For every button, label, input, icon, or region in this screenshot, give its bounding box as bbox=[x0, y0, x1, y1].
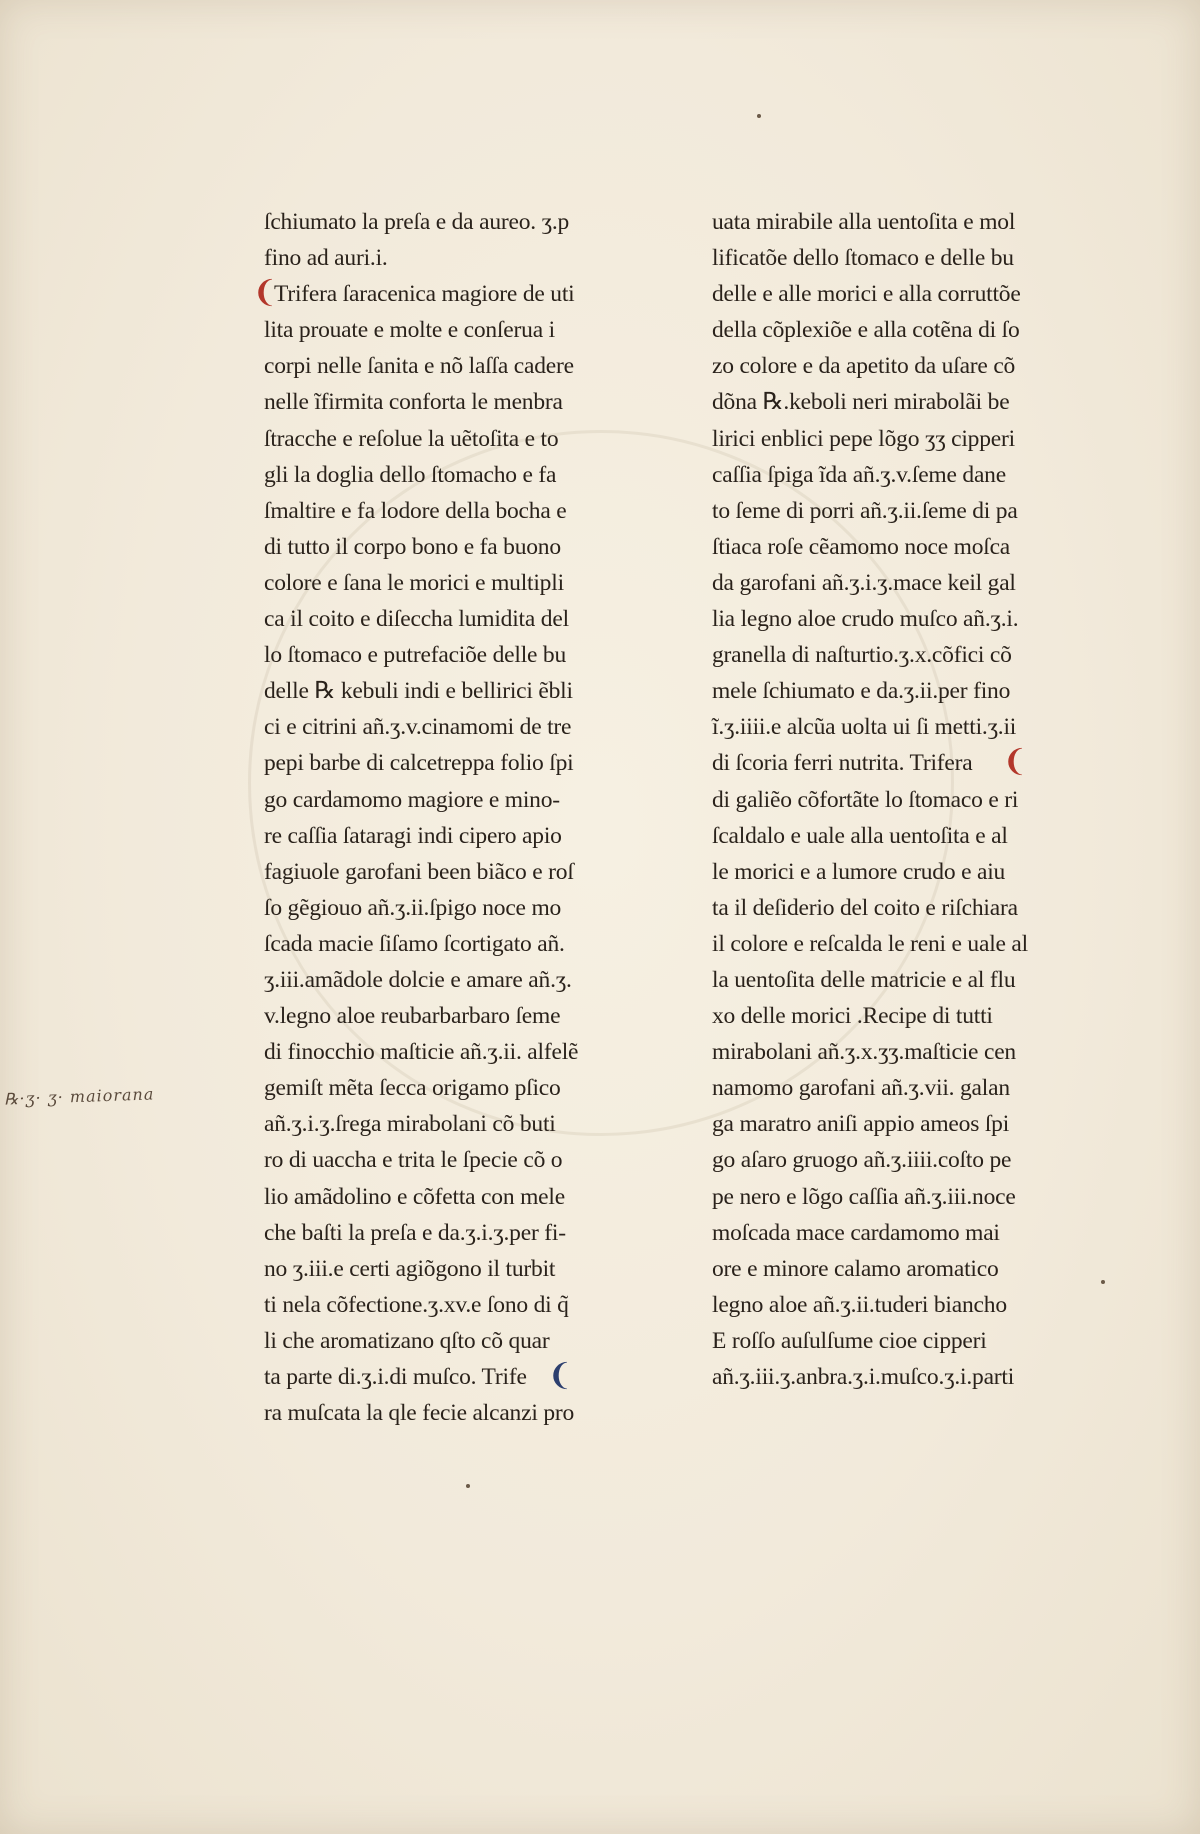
text-line: ſcaldalo e uale alla uentoſita e al bbox=[712, 822, 1008, 849]
text-line: añ.ʒ.i.ʒ.ſrega mirabolani cõ buti bbox=[264, 1111, 556, 1138]
text-line: no ʒ.iii.e certi agiõgono il turbit bbox=[264, 1255, 556, 1282]
text-line: di finocchio maſticie añ.ʒ.ii. alfelẽ bbox=[264, 1039, 579, 1066]
text-line: E roſſo auſulſume cioe cipperi bbox=[712, 1327, 987, 1354]
text-line: go cardamomo magiore e mino- bbox=[264, 786, 560, 813]
text-line: ſchiumato la preſa e da aureo. ʒ.p bbox=[264, 209, 570, 235]
text-line: colore e ſana le morici e multipli bbox=[264, 569, 564, 596]
text-line: ſtiaca roſe cẽamomo noce moſca bbox=[712, 533, 1011, 560]
text-line: ta parte di.ʒ.i.di muſco. Trife bbox=[264, 1364, 527, 1390]
text-line: ro di uaccha e trita le ſpecie cõ o bbox=[264, 1147, 563, 1174]
text-line: lo ſtomaco e putrefaciõe delle bu bbox=[264, 642, 567, 669]
text-line: ʒ.iii.amãdole dolcie e amare añ.ʒ. bbox=[264, 966, 572, 993]
text-line: la uentoſita delle matricie e al flu bbox=[712, 966, 1016, 993]
text-line: ci e citrini añ.ʒ.v.cinamomi de tre bbox=[264, 714, 572, 741]
text-line: ſtracche e reſolue la uẽtoſita e to bbox=[264, 425, 559, 452]
paper-speck bbox=[757, 114, 761, 118]
text-line: ga maratro aniſi appio ameos ſpi bbox=[712, 1111, 1010, 1138]
text-line: to ſeme di porri añ.ʒ.ii.ſeme di pa bbox=[712, 497, 1018, 524]
text-line: legno aloe añ.ʒ.ii.tuderi biancho bbox=[712, 1291, 1007, 1318]
text-line: ca il coito e diſeccha lumidita del bbox=[264, 606, 569, 633]
handwritten-marginal-note: ℞·ʒ· ʒ· maiorana bbox=[3, 1084, 155, 1109]
right-text-column bbox=[712, 204, 1112, 1395]
text-line: lirici enblici pepe lõgo ʒʒ cipperi bbox=[712, 425, 1015, 452]
text-line: gli la doglia dello ſtomacho e fa bbox=[264, 461, 557, 488]
text-line: mele ſchiumato e da.ʒ.ii.per fino bbox=[712, 678, 1011, 705]
paper-speck bbox=[466, 1484, 470, 1488]
text-line: pepi barbe di calcetreppa folio ſpi bbox=[264, 750, 574, 777]
text-line: namomo garofani añ.ʒ.vii. galan bbox=[712, 1075, 1010, 1102]
text-line: añ.ʒ.iii.ʒ.anbra.ʒ.i.muſco.ʒ.i.parti bbox=[712, 1364, 1015, 1390]
text-line: corpi nelle ſanita e nõ laſſa cadere bbox=[264, 353, 574, 380]
text-line: pe nero e lõgo caſſia añ.ʒ.iii.noce bbox=[712, 1183, 1016, 1210]
paper-speck bbox=[1101, 1280, 1105, 1284]
text-line: xo delle morici .Recipe di tutti bbox=[712, 1003, 993, 1030]
text-line: da garofani añ.ʒ.i.ʒ.mace keil gal bbox=[712, 569, 1016, 596]
text-line: che baſti la preſa e da.ʒ.i.ʒ.per fi- bbox=[264, 1219, 566, 1246]
text-line: ta il deſiderio del coito e riſchiara bbox=[712, 894, 1018, 921]
text-line: zo colore e da apetito da uſare cõ bbox=[712, 353, 1016, 380]
text-line: di tutto il corpo bono e fa buono bbox=[264, 533, 561, 560]
text-line: dõna ℞.keboli neri mirabolãi be bbox=[712, 389, 1010, 416]
text-line: lio amãdolino e cõfetta con mele bbox=[264, 1183, 565, 1210]
text-line: moſcada mace cardamomo mai bbox=[712, 1219, 1000, 1246]
text-line: ſmaltire e fa lodore della bocha e bbox=[264, 497, 567, 524]
text-line: della cõplexiõe e alla cotẽna di ſo bbox=[712, 317, 1020, 344]
text-line: di ſcoria ferri nutrita. Trifera bbox=[712, 750, 973, 777]
text-line: caſſia ſpiga ĩda añ.ʒ.v.ſeme dane bbox=[712, 461, 1006, 488]
text-line: re caſſia ſataragi indi cipero apio bbox=[264, 822, 562, 849]
red-paragraph-mark-icon: ❨ bbox=[1002, 744, 1028, 779]
text-line: go aſaro gruogo añ.ʒ.iiii.coſto pe bbox=[712, 1147, 1012, 1174]
text-line: il colore e reſcalda le reni e uale al bbox=[712, 930, 1028, 957]
text-line: gemiſt mẽta ſecca origamo pſico bbox=[264, 1075, 561, 1102]
text-line: le morici e a lumore crudo e aiu bbox=[712, 858, 1006, 885]
text-line: ĩ.ʒ.iiii.e alcũa uolta ui ſi metti.ʒ.ii bbox=[712, 714, 1017, 741]
text-line: ſcada macie ſiſamo ſcortigato añ. bbox=[264, 930, 565, 957]
text-line: Trifera ſaracenica magiore de uti bbox=[274, 281, 575, 308]
text-line: ore e minore calamo aromatico bbox=[712, 1255, 999, 1282]
left-text-column bbox=[264, 204, 664, 1431]
text-line: li che aromatizano qſto cõ quar bbox=[264, 1327, 550, 1354]
text-line: fino ad auri.i. bbox=[264, 245, 388, 272]
text-line: v.legno aloe reubarbarbaro ſeme bbox=[264, 1003, 561, 1030]
text-line: ti nela cõfectione.ʒ.xv.e ſono di q̃ bbox=[264, 1291, 569, 1318]
text-line: granella di naſturtio.ʒ.x.cõfici cõ bbox=[712, 642, 1012, 669]
text-line: lia legno aloe crudo muſco añ.ʒ.i. bbox=[712, 606, 1019, 633]
text-line: ſo gẽgiouo añ.ʒ.ii.ſpigo noce mo bbox=[264, 894, 562, 921]
text-line: mirabolani añ.ʒ.x.ʒʒ.maſticie cen bbox=[712, 1039, 1016, 1066]
blue-paragraph-mark-icon: ❨ bbox=[547, 1358, 573, 1393]
text-line: delle ℞ kebuli indi e bellirici ẽbli bbox=[264, 678, 573, 705]
red-paragraph-mark-icon: ❨ bbox=[252, 275, 278, 310]
text-line: delle e alle morici e alla corruttõe bbox=[712, 281, 1021, 308]
text-line: ra muſcata la qle fecie alcanzi pro bbox=[264, 1400, 575, 1427]
text-line: lita prouate e molte e conſerua i bbox=[264, 317, 555, 344]
text-line: uata mirabile alla uentoſita e mol bbox=[712, 209, 1016, 235]
text-line: di galiẽo cõfortãte lo ſtomaco e ri bbox=[712, 786, 1019, 813]
text-line: lificatõe dello ſtomaco e delle bu bbox=[712, 245, 1014, 272]
text-line: nelle ĩfirmita conforta le menbra bbox=[264, 389, 563, 416]
text-line: fagiuole garofani been biãco e roſ bbox=[264, 858, 574, 885]
